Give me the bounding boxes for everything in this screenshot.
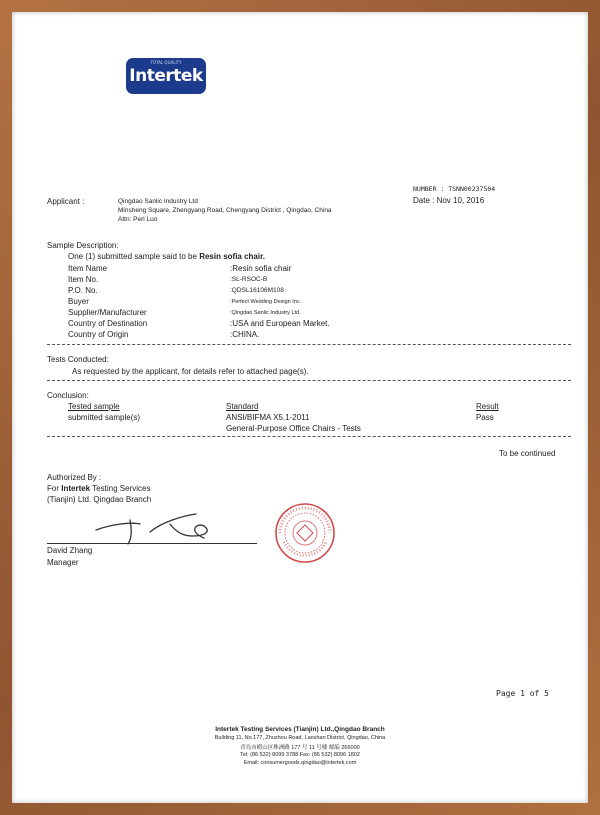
authorized-line1 [47, 484, 150, 493]
signature-line [47, 543, 257, 544]
sample-row-label: Supplier/Manufacturer [68, 308, 147, 317]
intertek-logo [126, 58, 206, 94]
divider [47, 344, 571, 345]
report-date [413, 196, 484, 205]
authorized-prefix: For [47, 484, 62, 493]
signature-drawing [92, 502, 232, 547]
report-number [413, 185, 495, 193]
signer-title: Manager [47, 558, 79, 567]
to-be-continued: To be continued [499, 449, 556, 458]
sample-row-label: Country of Destination [68, 319, 148, 328]
result-value: Pass [476, 413, 494, 422]
page-number: Page 1 of 5 [496, 689, 549, 698]
footer-address-cn: 青岛市崂山区株洲路 177 号 11 号楼 邮编 266000 [240, 745, 360, 751]
sample-row-value: :SL-RSOC-B [230, 276, 268, 283]
applicant-line: Minsheng Square, Zhengyang Road, Chengyang District , Qingdao, China [118, 207, 332, 214]
footer-address: Building 11, No.177, Zhuzhou Road, Laoshan District, Qingdao, China [214, 735, 386, 741]
date-label: Date : [413, 196, 435, 205]
sample-heading: Sample Description: [47, 241, 119, 250]
sample-intro [68, 252, 265, 261]
sample-intro-text: One (1) submitted sample said to be [68, 252, 200, 261]
logo-tagline: TOTAL QUALITY [150, 60, 182, 65]
tested-sample-value: submitted sample(s) [68, 413, 141, 422]
sample-row-value: :QDSL16106M108 [230, 287, 284, 294]
applicant-line: Qingdao Sanlic Industry Ltd [118, 198, 198, 205]
divider [47, 380, 571, 381]
footer-company: Intertek Testing Services (Tianjin) Ltd.,Qingdao Branch [215, 726, 385, 733]
sample-row-value: :USA and European Market. [230, 319, 330, 328]
footer-phone: Tel: (86 532) 8099 3788 Fax: (86 532) 8096 1802 [240, 752, 360, 758]
tests-text: As requested by the applicant, for details refer to attached page(s). [72, 367, 309, 376]
sample-row-label: Country of Origin [68, 330, 129, 339]
applicant-label: Applicant : [47, 197, 85, 206]
authorized-company: Intertek [61, 484, 91, 493]
logo-text: Intertek [129, 66, 203, 86]
standard-value-2: General-Purpose Office Chairs - Tests [226, 424, 361, 433]
tests-heading: Tests Conducted: [47, 355, 109, 364]
authorized-suffix: Testing Services [90, 484, 151, 493]
signer-name: David Zhang [47, 546, 93, 555]
footer-email: Email: consumergoods.qingdao@intertek.com [243, 760, 357, 766]
conclusion-heading: Conclusion: [47, 391, 89, 400]
col-standard: Standard [226, 402, 259, 411]
number-value: TSNN00237504 [448, 185, 496, 193]
sample-intro-bold: Resin sofia chair. [199, 252, 265, 261]
sample-row-value: :CHINA. [230, 330, 260, 339]
authorized-label: Authorized By : [47, 473, 102, 482]
sample-row-label: Buyer [68, 297, 89, 306]
standard-value: ANSI/BIFMA X5.1-2011 [226, 413, 310, 422]
certificate-page [12, 12, 588, 803]
number-label: NUMBER : [413, 185, 445, 193]
sample-row-label: P.O. No. [68, 286, 98, 295]
applicant-line: Attn: Perl Luo [118, 216, 158, 223]
col-result: Result [476, 402, 499, 411]
sample-row-value: :Qingdao Sanlic Industry Ltd. [230, 310, 301, 316]
col-tested-sample: Tested sample [68, 402, 120, 411]
seal-stamp [274, 502, 336, 564]
sample-row-label: Item No. [68, 275, 99, 284]
date-value: Nov 10, 2016 [436, 196, 485, 205]
divider [47, 436, 571, 437]
sample-row-label: Item Name [68, 264, 108, 273]
sample-row-value: :Resin sofia chair [230, 264, 292, 273]
sample-row-value: :Perfect Wedding Design Inc. [230, 299, 302, 305]
authorized-line2: (Tianjin) Ltd. Qingdao Branch [47, 495, 152, 504]
